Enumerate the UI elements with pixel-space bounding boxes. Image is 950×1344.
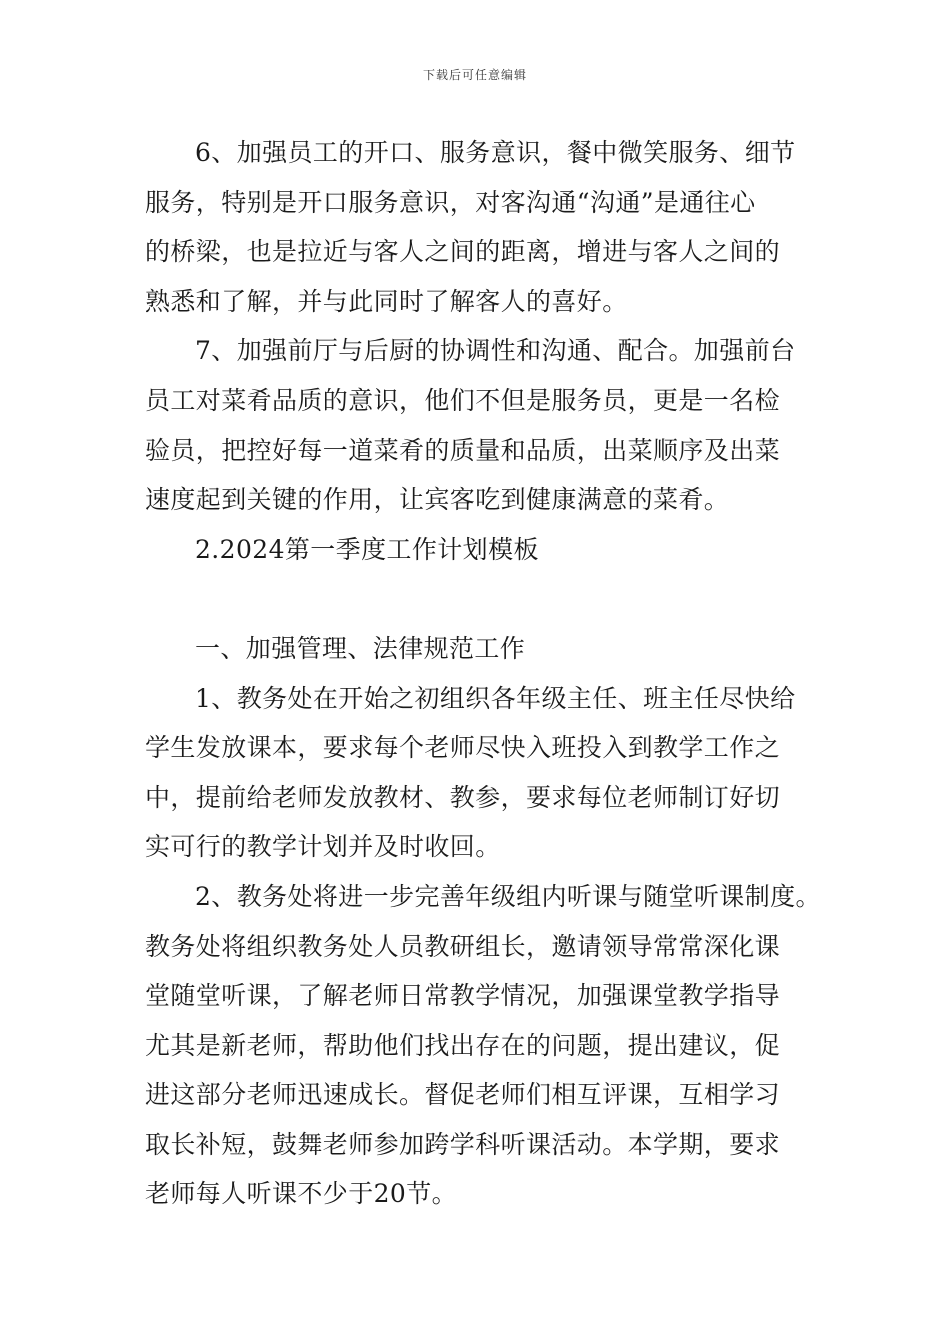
text-line: 尤其是新老师，帮助他们找出存在的问题，提出建议，促 [145, 1030, 781, 1060]
section-heading: 2.2024第一季度工作计划模板 [195, 534, 539, 564]
text-line: 实可行的教学计划并及时收回。 [145, 832, 501, 862]
text-line: 进这部分老师迅速成长。督促老师们相互评课，互相学习 [145, 1080, 781, 1110]
text-line: 熟悉和了解，并与此同时了解客人的喜好。 [145, 286, 628, 316]
text-line: 的桥梁，也是拉近与客人之间的距离，增进与客人之间的 [145, 237, 781, 267]
text-line: 验员，把控好每一道菜肴的质量和品质，出菜顺序及出菜 [145, 435, 781, 465]
section-heading: 一、加强管理、法律规范工作 [195, 633, 526, 663]
text-line: 7、加强前厅与后厨的协调性和沟通、配合。加强前台 [195, 336, 796, 366]
text-line: 速度起到关键的作用，让宾客吃到健康满意的菜肴。 [145, 485, 730, 515]
text-line: 取长补短，鼓舞老师参加跨学科听课活动。本学期，要求 [145, 1129, 781, 1159]
blank-line [145, 574, 810, 624]
text-line: 服务，特别是开口服务意识，对客沟通“沟通”是通往心 [145, 187, 756, 217]
header-note: 下载后可任意编辑 [422, 68, 527, 82]
text-line: 老师每人听课不少于20节。 [145, 1179, 458, 1209]
text-line: 中，提前给老师发放教材、教参，要求每位老师制订好切 [145, 782, 781, 812]
text-line: 教务处将组织教务处人员教研组长，邀请领导常常深化课 [145, 931, 781, 961]
text-line: 2、教务处将进一步完善年级组内听课与随堂听课制度。 [195, 881, 821, 911]
text-line: 堂随堂听课，了解老师日常教学情况，加强课堂教学指导 [145, 981, 781, 1011]
text-line: 学生发放课本，要求每个老师尽快入班投入到教学工作之 [145, 733, 781, 763]
document-body [145, 128, 821, 1219]
text-line: 员工对菜肴品质的意识，他们不但是服务员，更是一名检 [145, 385, 781, 415]
text-line: 6、加强员工的开口、服务意识，餐中微笑服务、细节 [195, 138, 796, 167]
text-line: 1、教务处在开始之初组织各年级主任、班主任尽快给 [195, 683, 796, 713]
